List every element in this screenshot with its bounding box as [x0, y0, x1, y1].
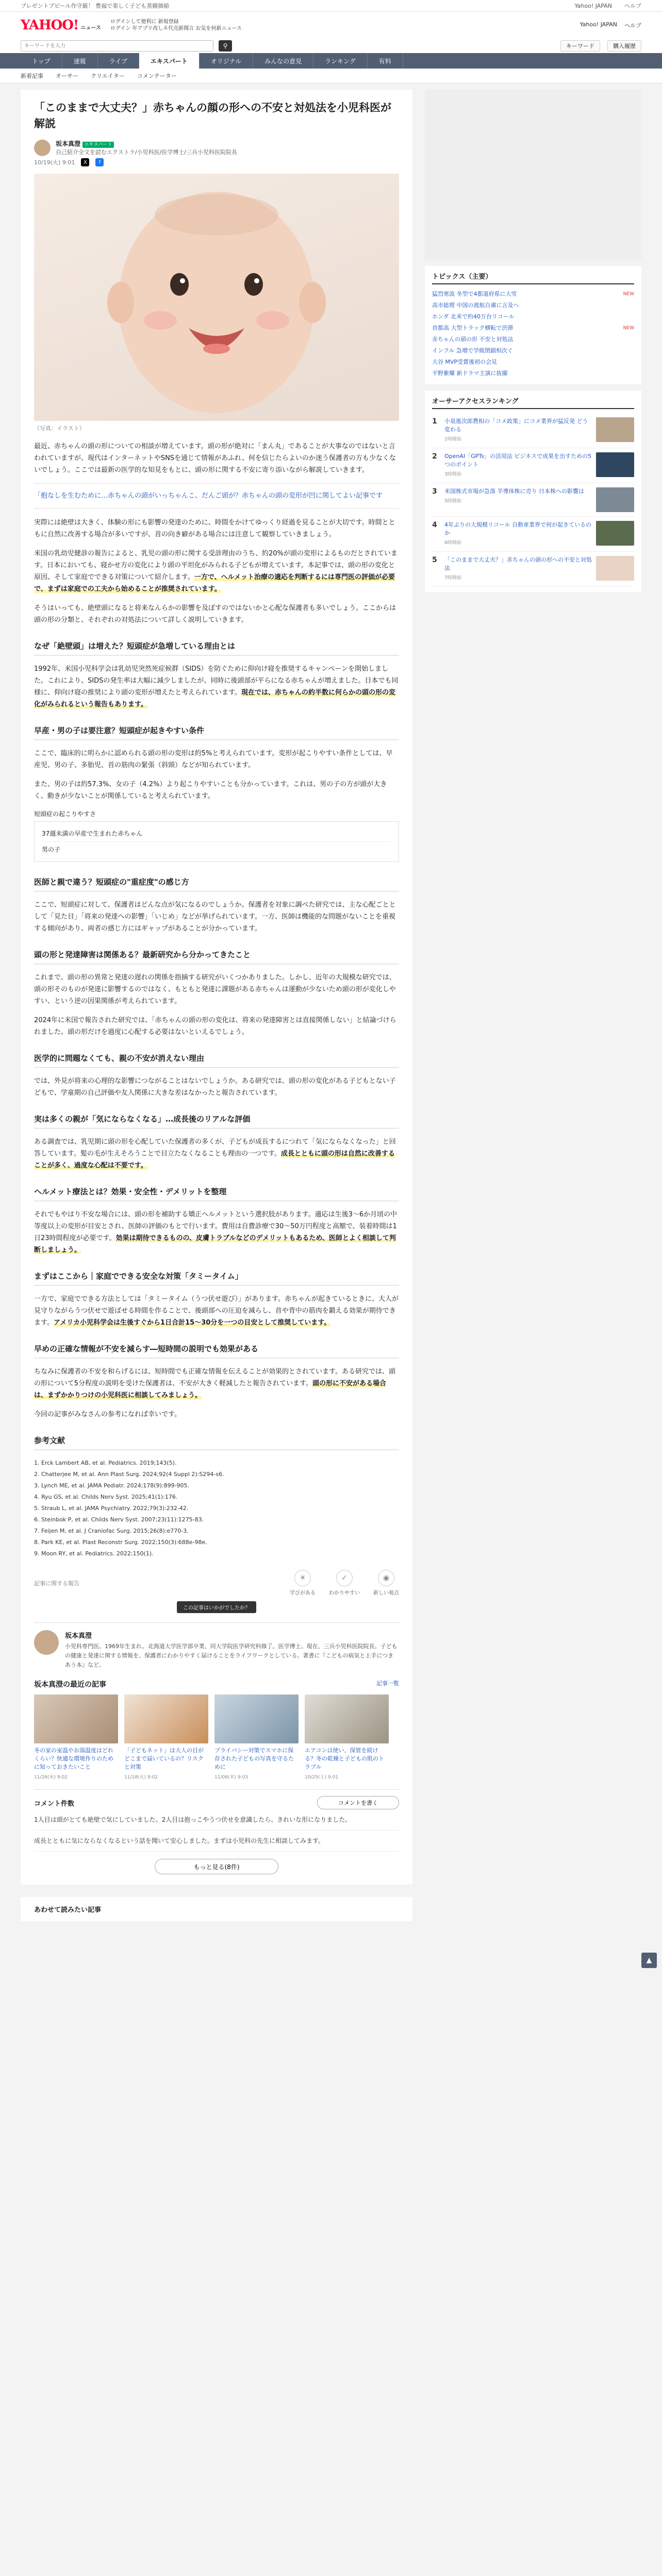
- reference-item: 6. Steinbok P, et al. Childs Nerv Syst. 2007;23(11):1275-83.: [34, 1516, 204, 1523]
- reference-item: 7. Feijen M, et al. J Craniofac Surg. 2015;26(8):e770-3.: [34, 1528, 189, 1534]
- article-thumbnail: [305, 1694, 389, 1743]
- intro-paragraph: 最近、赤ちゃんの頭の形についての相談が増えています。頭の形が絶対に「まん丸」であることが大事なのではないと言われていますが、現代はインターネットやSNSを通じて情報があふれ、何を信じたらよいのか迷う保護者の方も少なくないでしょう。ここでは最新の医学的な知見をもとに、頭の形に関する不安に寄り添いながら解説していきます。: [34, 443, 396, 474]
- author-bio: 小児科専門医。1969年生まれ。北海道大学医学部卒業、同大学院医学研究科修了。医学博士。現在、三兵小児科医院院長。子どもの健康と発達に関する情報を、保護者にわかりやすく届けることをライフワークとしている。著書に『こどもの病気と上手につきあう本』など。: [65, 1643, 398, 1668]
- article-card[interactable]: [124, 1694, 208, 1780]
- ad-slot[interactable]: [425, 90, 641, 260]
- highlight-1: 一方で、ヘルメット治療の適応を判断するには専門医の評価が必要で、まずは家庭での工夫から始めることが推奨されています。: [34, 573, 395, 593]
- purchase-history-link[interactable]: 購入履歴: [607, 40, 641, 52]
- reaction-clear[interactable]: ✓ わかりやすい: [329, 1570, 360, 1596]
- list-item: 男の子: [42, 846, 61, 853]
- ranking-thumbnail: [596, 556, 634, 581]
- ranking-thumbnail: [596, 487, 634, 512]
- search-input[interactable]: [21, 40, 213, 52]
- ranking-box: [425, 391, 641, 592]
- article-card-title[interactable]: エアコンは使い、保管を続ける？冬の乾燥と子どもの肌のトラブル: [305, 1747, 384, 1770]
- gnav-tab-expert[interactable]: エキスパート: [139, 53, 200, 69]
- paragraph-7: また、男の子は約57.3%、女の子（4.2%）より起こりやすいことも分かっています。これは、男の子の方が頭が大きく、動きが少ないことが関係していると考えられています。: [34, 781, 387, 800]
- paragraph-16: 今回の記事がみなさんの参考になれば幸いです。: [34, 1411, 181, 1418]
- paragraph-5: 1992年、米国小児科学会は乳幼児突然死症候群（SIDS）を防ぐために仰向け寝を推奨するキャンペーンを開始しました。これにより、SIDSの発生率は大幅に減少しましたが、同時に後頭部が平らになる赤ちゃんが増えました。日本でも同様に、仰向け寝の推奨により頭の変形が増えたと考えられています。現在では、赤ちゃんの約半数に何らかの頭の形の変化がみられるという報告もあります。: [34, 665, 399, 708]
- risk-list-title: 短頭症の起こりやすさ: [34, 810, 96, 818]
- reaction-tooltip: この記事はいかがでしたか？: [177, 1601, 256, 1613]
- reference-item: 2. Chatterjee M, et al. Ann Plast Surg. 2024;92(4 Suppl 2):S294-s6.: [34, 1471, 224, 1478]
- search-right-links: [560, 40, 641, 52]
- paragraph-6: ここで、臨床的に明らかに認められる頭の形の変形は約5%と考えられています。変形が起こりやすい条件としては、早産児、男の子、多胎児、首の筋肉の緊張（斜頸）などが知られています。: [34, 750, 393, 769]
- topic-item[interactable]: 首都高 大型トラック横転で渋滞 NEW: [432, 325, 634, 331]
- author-card-name[interactable]: 坂本真澄: [65, 1632, 92, 1640]
- login-links: [110, 19, 242, 32]
- baby-illustration: [34, 174, 399, 421]
- heading-torticollis: 早めの正確な情報が不安を減らす―短時間の説明でも効果がある: [34, 1343, 399, 1359]
- gnav-tab-original[interactable]: オリジナル: [200, 53, 253, 69]
- paragraph-15: ちなみに保護者の不安を和らげるには、短時間でも正確な情報を伝えることが効果的とされています。ある研究では、頭の形について5分程度の説明を受けた保護者は、不安が大きく軽減したと報告されています。頭の形に不安がある場合は、まずかかりつけの小児科医に相談してみましょう。: [34, 1368, 395, 1399]
- byline: [34, 139, 399, 156]
- yahoo-japan-link[interactable]: Yahoo! JAPAN: [580, 21, 617, 28]
- subnav-new[interactable]: 新着記事: [21, 73, 43, 79]
- reference-list: [34, 1458, 399, 1560]
- yahoo-news-logo[interactable]: YAHOO! ニュース: [21, 18, 101, 33]
- heading-helmet: ヘルメット療法とは？効果・安全性・デメリットを整理: [34, 1186, 399, 1201]
- paragraph-13: それでもやはり不安な場合には、頭の形を補助する矯正ヘルメットという選択肢があります。適応は生後3〜6か月頃の中等度以上の変形が目安とされ、医師の評価のもとで行います。費用は自費診療で30〜50万円程度と高額で、装着時間は1日23時間程度が必要です。効果は期待できるものの、皮膚トラブルなどのデメリットもあるため、医師とよく相談して判断しましょう。: [34, 1211, 398, 1254]
- ranking-item[interactable]: 3 米国株式市場が急落 半導体株に売り 日本株への影響は 5時間前: [432, 483, 634, 517]
- signup-link[interactable]: ログインして便利に 新規登録: [110, 19, 179, 25]
- subnav-authors[interactable]: オーサー: [56, 73, 78, 79]
- paragraph-9: これまで、頭の形の異常と発達の遅れの関係を指摘する研究がいくつかありました。しかし、近年の大規模な研究では、頭の形そのものが発達に影響するのではなく、もともと発達に課題がある赤ちゃんは運動が少ないため頭の形が変化しやすい、という逆の因果関係が考えられています。: [34, 974, 396, 1005]
- paragraph-10: 2024年に米国で報告された研究では、「赤ちゃんの頭の形の変化は、将来の発達障害とは直接関係しない」と結論づけられました。頭の形だけを過度に心配する必要はないといえるでしょう。: [34, 1016, 396, 1036]
- keyword-link[interactable]: キーワード: [560, 40, 600, 52]
- gnav-tab-opinion[interactable]: みんなの意見: [253, 53, 313, 69]
- article-thumbnail: [214, 1694, 299, 1743]
- eye-icon: ◉: [378, 1570, 394, 1586]
- article-thumbnail: [124, 1694, 208, 1743]
- risk-list: [34, 821, 399, 862]
- paragraph-14: 一方で、家庭でできる方法としては「タミータイム（うつ伏せ遊び）」があります。赤ちゃんが起きているときに、大人が見守りながらうつ伏せで遊ばせる時間を作ることで、後頭部への圧迫を減らし、首や背中の筋肉を鍛える効果が期待できます。アメリカ小児科学会は生後すぐから1日合計15〜30分を一つの目安として推奨しています。: [34, 1295, 399, 1327]
- search-row: [0, 39, 662, 53]
- heading-real: 実は多くの親が「気にならなくなる」…成長後のリアルな評価: [34, 1113, 399, 1129]
- comment-item: 1人目は頭がとても絶壁で気にしていました。2人目は抱っこやうつ伏せを意識したら、きれいな形になりました。: [34, 1809, 399, 1831]
- author-avatar[interactable]: [34, 140, 51, 156]
- search-button[interactable]: [219, 40, 232, 52]
- article-card[interactable]: [305, 1694, 389, 1780]
- paragraph-11: では、外見が将来の心理的な影響につながることはないでしょうか。ある研究では、頭の形の変化がある子どもとない子どもで、学童期の自己評価や友人関係に大きな差はなかったと報告されています。: [34, 1077, 396, 1097]
- reference-item: 8. Park KE, et al. Plast Reconstr Surg. 2022;150(3):688e-98e.: [34, 1539, 207, 1546]
- comments-header: [34, 1789, 399, 1809]
- topic-item[interactable]: 赤ちゃんの頭の形 不安と対処法: [432, 336, 514, 343]
- login-link[interactable]: ログイン 年アプリ改しネ代売新聞言 お気を何新ニュース: [110, 26, 242, 31]
- topic-item[interactable]: 平野紫耀 新ドラマ主演に抜擢: [432, 370, 508, 377]
- list-item: 37週未満の早産で生まれた赤ちゃん: [42, 826, 391, 842]
- subnav-commentators[interactable]: コメンテーター: [137, 73, 177, 79]
- expert-badge: エキスパート: [82, 142, 114, 148]
- heading-development: 頭の形と発達障害は関係ある？最新研究から分かってきたこと: [34, 949, 399, 964]
- ranking-item[interactable]: 2 OpenAI「GPTs」の活用法 ビジネスで成果を出すための5つのポイント 3時間前: [432, 448, 634, 483]
- report-link[interactable]: 記事に関する報告: [34, 1580, 79, 1587]
- article-end-bar: [34, 1570, 399, 1596]
- highlight-4: 効果は期待できるものの、皮膚トラブルなどのデメリットもあるため、医師とよく相談して判断しましょう。: [34, 1234, 396, 1254]
- photo-caption: （写真：イラスト）: [34, 425, 85, 432]
- heading-worry: 医学的に問題なくても、親の不安が消えない理由: [34, 1053, 399, 1068]
- article-card-date: 11/06(木) 9:03: [214, 1775, 249, 1780]
- paragraph-12: ある調査では、乳児期に頭の形を心配していた保護者の多くが、子どもが成長するにつれて「気にならなくなった」と回答しています。髪の毛が生えそろうことで目立たなくなることも理由の一つです。成長とともに頭の形は自然に改善することが多く、過度な心配は不要です。: [34, 1138, 396, 1170]
- article-card[interactable]: [214, 1694, 299, 1780]
- lightbulb-icon: ☀: [294, 1570, 311, 1586]
- ranking-thumbnail: [596, 417, 634, 442]
- article-card-date: 11/26(水) 9:02: [34, 1775, 68, 1780]
- topbar-link-help[interactable]: ヘルプ: [624, 3, 641, 9]
- heading-doctor: 医師と親で違う？短頭症の"重症度"の感じ方: [34, 876, 399, 892]
- heading-risk: 早産・男の子は要注意？短頭症が起きやすい条件: [34, 725, 399, 740]
- author-role: 自己紹介全文を読むエクストラ/小児科医/医学博士/三兵小児科医院院長: [56, 149, 238, 156]
- comment-item: 成長とともに気にならなくなるという話を聞いて安心しました。まずは小児科の先生に相談してみます。: [34, 1831, 399, 1852]
- author-card: [34, 1622, 399, 1670]
- article-card-date: 11/18(火) 9:02: [124, 1775, 158, 1780]
- site-header: [0, 12, 662, 39]
- ranking-thumbnail: [596, 521, 634, 546]
- check-icon: ✓: [336, 1570, 353, 1586]
- author-card-avatar[interactable]: [34, 1630, 59, 1655]
- ranking-item[interactable]: 4 4年ぶりの大規模リコール 自動車業界で何が起きているのか 6時間前: [432, 517, 634, 552]
- paragraph-8: ここで、短頭症に対して、保護者はどんな点が気になるのでしょうか。保護者を対象に調べた研究では、主な心配ごととして「見た目」「将来の発達への影響」「いじめ」などが挙げられています。一方、医師は機能的な問題がないことを重視する傾向があり、両者の感じ方にはギャップがあることが分かっています。: [34, 901, 396, 933]
- reaction-new-view[interactable]: ◉ 新しい視点: [373, 1570, 399, 1596]
- baby-photo: [34, 174, 399, 421]
- comments-title: コメント件数: [34, 1800, 75, 1808]
- gnav-tab-top[interactable]: トップ: [21, 53, 62, 69]
- facebook-share-icon[interactable]: f: [95, 158, 104, 166]
- recent-articles-title: 坂本真澄の最近の記事: [34, 1681, 106, 1689]
- sub-nav: [0, 69, 662, 83]
- topics-title: トピックス（主要）: [432, 271, 634, 284]
- global-nav: [0, 53, 662, 69]
- page-top-button[interactable]: [641, 1953, 657, 1968]
- article-meta: [34, 158, 399, 166]
- article-thumbnail: [34, 1694, 118, 1743]
- author-name[interactable]: 坂本真澄: [56, 140, 81, 147]
- related-link[interactable]: 「抱なしを生むために…赤ちゃんの頭がいっちゃんこ、だんご頭が？赤ちゃんの頭の変形が凹に関してよい記事です: [34, 483, 399, 509]
- gnav-tab-breaking[interactable]: 速報: [62, 53, 98, 69]
- highlight-2: 現在では、赤ちゃんの約半数に何らかの頭の形の変化がみられるという報告もあります。: [34, 689, 395, 708]
- promo-topbar: [0, 0, 662, 12]
- search-icon: ⚲: [223, 42, 228, 49]
- paragraph-4: そうはいっても、絶壁頭になると将来なんらかの影響を及ぼすのではないかと心配な保護者も多いでしょう。ここからは頭の形の分類と、それぞれの対処法について詳しく説明していきます。: [34, 604, 396, 624]
- reference-item: 5. Straub L, et al. JAMA Psychiatry. 2022;79(3):232-42.: [34, 1505, 189, 1512]
- article-card[interactable]: [34, 1694, 118, 1780]
- article-card-title[interactable]: 冬の家の室温やお湯温度はどれくらい？快適な環境作りのために知っておきたいこと: [34, 1747, 113, 1770]
- topic-item[interactable]: 高市総理 中国の渡航自粛に言及へ: [432, 302, 519, 309]
- gnav-tab-ranking[interactable]: ランキング: [313, 53, 368, 69]
- topic-item[interactable]: 猛烈寒波 冬型で4都道府県に大雪 NEW: [432, 291, 634, 297]
- header-right-links: [580, 21, 641, 29]
- highlight-6: 頭の形に不安がある場合は、まずかかりつけの小児科医に相談してみましょう。: [34, 1380, 386, 1399]
- reaction-learn[interactable]: ☀ 学びがある: [290, 1570, 316, 1596]
- paragraph-3: 米国の乳幼児健診の報告によると、乳児の頭の形に関する受診理由のうち、約20%が頭の変形によるものだとされています。日本においても、寝かせ方の変化により頭の平坦化がみられる子どもが増えています。本記事では、頭の形の変化と原因、そして家庭でできる対策について紹介します。一方で、ヘルメット治療の適応を判断するには専門医の評価が必要で、まずは家庭での工夫から始めることが推奨されています。: [34, 550, 398, 593]
- ranking-title: オーサーアクセスランキング: [432, 396, 634, 409]
- write-comment-button[interactable]: コメントを書く: [317, 1796, 399, 1809]
- paragraph-2: 実際には絶壁は大きく、体験の形にも影響の発達のために、時間をかけてゆっくり経過を見ることが大切です。時間とともに自然に改善する場合が多いですが、首の向き癖がある場合には注意して観察していきましょう。: [34, 519, 395, 538]
- recent-articles: [34, 1694, 399, 1780]
- article-card-title[interactable]: 「子どもネット」は大人の目がどこまで届いているの？リスクと対策: [124, 1747, 204, 1770]
- ranking-thumbnail: [596, 452, 634, 477]
- heading-why: なぜ「絶壁頭」は増えた？短頭症が急増している理由とは: [34, 640, 399, 656]
- ranking-item[interactable]: 5 「このままで大丈夫？」赤ちゃんの頭の形への不安と対処法 7時間前: [432, 552, 634, 587]
- all-articles-link[interactable]: 記事一覧: [376, 1680, 399, 1687]
- subnav-creators[interactable]: クリエイター: [91, 73, 125, 79]
- more-comments-button[interactable]: もっと見る(8件): [155, 1859, 278, 1874]
- reference-item: 4. Ryu GS, et al. Childs Nerv Syst. 2025;41(1):176.: [34, 1494, 178, 1500]
- reaction-buttons: [290, 1570, 399, 1596]
- article-main: [21, 90, 412, 1885]
- ranking-item[interactable]: 1 小泉進次郎農相の「コメ政策」にコメ業界が猛反発 どう変わる 1時間前: [432, 413, 634, 448]
- sidebar: [425, 90, 641, 598]
- heading-references: 参考文献: [34, 1435, 399, 1450]
- reference-item: 9. Moon RY, et al. Pediatrics. 2022;150(1).: [34, 1550, 154, 1557]
- content-wrap: [0, 83, 662, 1885]
- reference-item: 3. Lynch ME, et al. JAMA Pediatr. 2024;178(9):899-905.: [34, 1482, 190, 1489]
- topic-item[interactable]: インフル 急増で学級閉鎖相次ぐ: [432, 347, 514, 354]
- arrow-up-icon: ▲: [646, 1956, 652, 1964]
- promo-text[interactable]: ブレゼントプビール作守厳！ 豊福で楽しく子ども蒸競価値: [21, 3, 170, 9]
- topics-box: [425, 266, 641, 384]
- article-card-title[interactable]: プライバシー対策でスマホに保存された子どもの写真を守るために: [214, 1747, 294, 1770]
- highlight-5: アメリカ小児科学会は生後すぐから1日合計15〜30分を一つの目安として推奨しています。: [53, 1319, 331, 1327]
- help-link[interactable]: ヘルプ: [624, 22, 641, 29]
- x-share-icon[interactable]: X: [81, 158, 89, 166]
- related-reads-title: あわせて読みたい記事: [21, 1897, 412, 1921]
- article-title: 「このままで大丈夫？」赤ちゃんの顔の形への不安と対処法を小児科医が解説: [34, 101, 391, 130]
- publish-date: 10/19(火) 9:01: [34, 159, 75, 166]
- recent-articles-header: [34, 1679, 399, 1689]
- gnav-tab-paid[interactable]: 有料: [368, 53, 403, 69]
- heading-home: まずはここから｜家庭でできる安全な対策「タミータイム」: [34, 1270, 399, 1286]
- topic-item[interactable]: ホンダ 北米で約40万台リコール: [432, 313, 515, 320]
- gnav-tab-live[interactable]: ライブ: [98, 53, 139, 69]
- reaction-tooltip-wrap: [34, 1601, 399, 1613]
- topbar-link-yahoo[interactable]: Yahoo! JAPAN: [574, 2, 612, 9]
- reference-item: 1. Erck Lambert AB, et al. Pediatrics. 2019;143(5).: [34, 1460, 177, 1466]
- highlight-3: 成長とともに頭の形は自然に改善することが多く、過度な心配は不要です。: [34, 1150, 395, 1170]
- article-card-date: 10/25(土) 9:01: [305, 1775, 339, 1780]
- topic-item[interactable]: 大谷 MVP受賞後初の会見: [432, 359, 498, 365]
